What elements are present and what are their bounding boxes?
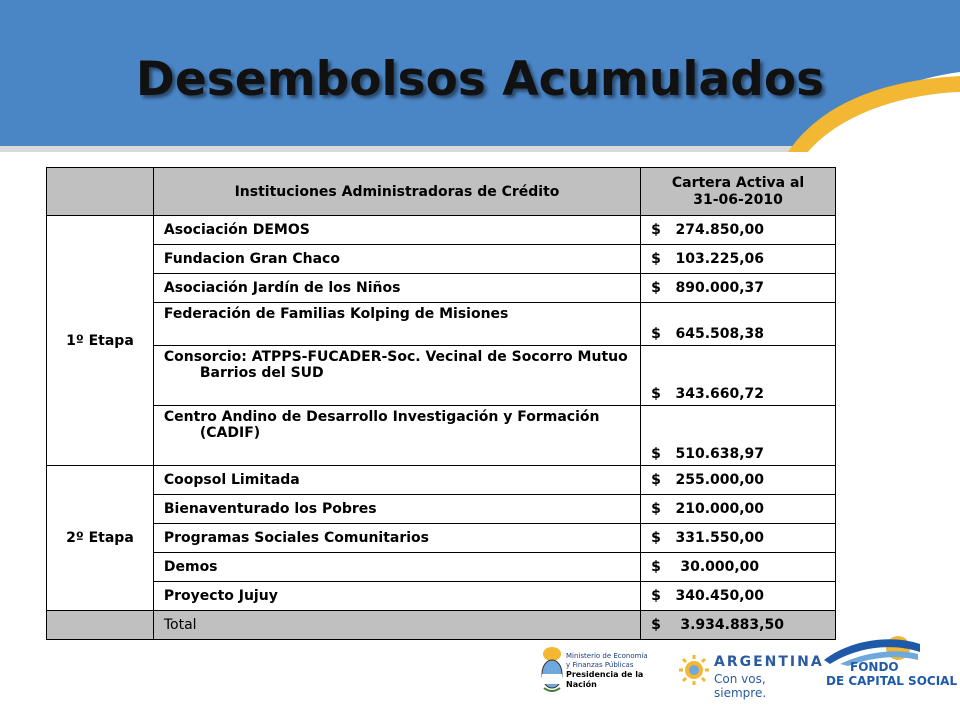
amount-cell — [641, 245, 836, 274]
header-empty-cell — [47, 168, 154, 216]
amount-value: 210.000,00 — [675, 501, 765, 517]
institution-name: Federación de Familias Kolping de Misiones — [153, 303, 640, 346]
header-banner — [0, 0, 960, 160]
amount-value: 343.660,72 — [675, 386, 765, 402]
table-row — [47, 346, 836, 406]
amount-cell — [641, 303, 836, 346]
amount-value: 645.508,38 — [675, 326, 765, 342]
national-coat-of-arms-icon — [540, 644, 564, 694]
amount-value: 890.000,37 — [675, 280, 765, 296]
amount-value: 255.000,00 — [675, 472, 765, 488]
argentina-slogan: Con vos, siempre. — [714, 672, 767, 700]
total-amount-value: 3.934.883,50 — [680, 617, 784, 633]
table-header-row — [47, 168, 836, 216]
currency-symbol: $ — [651, 446, 661, 462]
fondo-line2: DE CAPITAL SOCIAL — [826, 674, 958, 688]
header-portfolio-line2: 31-06-2010 — [693, 191, 783, 208]
table-row — [47, 274, 836, 303]
fondo-line1: FONDO — [850, 660, 899, 674]
amount-value: 340.450,00 — [675, 588, 765, 604]
disbursements-table — [46, 167, 836, 640]
amount-value: 30.000,00 — [680, 559, 760, 575]
institution-name: Fundacion Gran Chaco — [153, 245, 640, 274]
institution-name: Asociación DEMOS — [153, 216, 640, 245]
amount-value: 331.550,00 — [675, 530, 765, 546]
amount-cell — [641, 216, 836, 245]
amount-cell — [641, 274, 836, 303]
institution-name-line1: Centro Andino de Desarrollo Investigación y Formación — [163, 409, 600, 425]
currency-symbol: $ — [651, 530, 661, 546]
institution-name: Bienaventurado los Pobres — [153, 495, 640, 524]
currency-symbol: $ — [651, 222, 661, 238]
institution-name — [153, 346, 640, 406]
table-row — [47, 495, 836, 524]
fondo-capital-social-logo — [820, 630, 960, 705]
footer-logos — [0, 630, 960, 720]
institution-name-line1: Consorcio: ATPPS-FUCADER-Soc. Vecinal de Socorro Mutuo — [163, 349, 628, 365]
currency-symbol: $ — [651, 280, 661, 296]
currency-symbol: $ — [651, 326, 661, 342]
amount-cell — [641, 495, 836, 524]
stage-1-label: 1º Etapa — [47, 216, 154, 466]
amount-value: 274.850,00 — [675, 222, 765, 238]
institution-name: Proyecto Jujuy — [153, 582, 640, 611]
table-row — [47, 582, 836, 611]
ministry-line2: y Finanzas Públicas — [566, 661, 634, 669]
currency-symbol: $ — [651, 617, 661, 633]
page-title: Desembolsos Acumulados — [135, 52, 825, 107]
currency-symbol: $ — [651, 251, 661, 267]
table-row — [47, 303, 836, 346]
table-row — [47, 466, 836, 495]
institution-name: Programas Sociales Comunitarios — [153, 524, 640, 553]
table-row — [47, 406, 836, 466]
argentina-logo — [678, 650, 824, 700]
amount-value: 103.225,06 — [675, 251, 765, 267]
amount-cell — [641, 524, 836, 553]
ministry-line3: Presidencia de la Nación — [566, 670, 644, 689]
table-row — [47, 245, 836, 274]
header-institution: Instituciones Administradoras de Crédito — [153, 168, 640, 216]
currency-symbol: $ — [651, 386, 661, 402]
institution-name-line2: Barrios del SUD — [199, 365, 324, 381]
institution-name: Asociación Jardín de los Niños — [153, 274, 640, 303]
ministry-logo — [540, 644, 670, 696]
amount-cell — [641, 346, 836, 406]
argentina-name: ARGENTINA — [714, 654, 824, 670]
table-row — [47, 216, 836, 245]
sun-icon — [678, 654, 710, 686]
ministry-line1: Ministerio de Economía — [566, 652, 648, 660]
stage-2-label: 2º Etapa — [47, 466, 154, 611]
currency-symbol: $ — [651, 472, 661, 488]
institution-name: Coopsol Limitada — [153, 466, 640, 495]
table-row — [47, 553, 836, 582]
amount-value: 510.638,97 — [675, 446, 765, 462]
currency-symbol: $ — [651, 559, 661, 575]
institution-name-line2: (CADIF) — [199, 425, 261, 441]
institution-name: Demos — [153, 553, 640, 582]
amount-cell — [641, 406, 836, 466]
total-label: Total — [153, 611, 640, 640]
currency-symbol: $ — [651, 501, 661, 517]
currency-symbol: $ — [651, 588, 661, 604]
ministry-text — [566, 652, 670, 690]
institution-name — [153, 406, 640, 466]
amount-cell — [641, 582, 836, 611]
header-portfolio — [641, 168, 836, 216]
amount-cell — [641, 553, 836, 582]
table-row — [47, 524, 836, 553]
header-portfolio-line1: Cartera Activa al — [671, 174, 805, 191]
amount-cell — [641, 466, 836, 495]
